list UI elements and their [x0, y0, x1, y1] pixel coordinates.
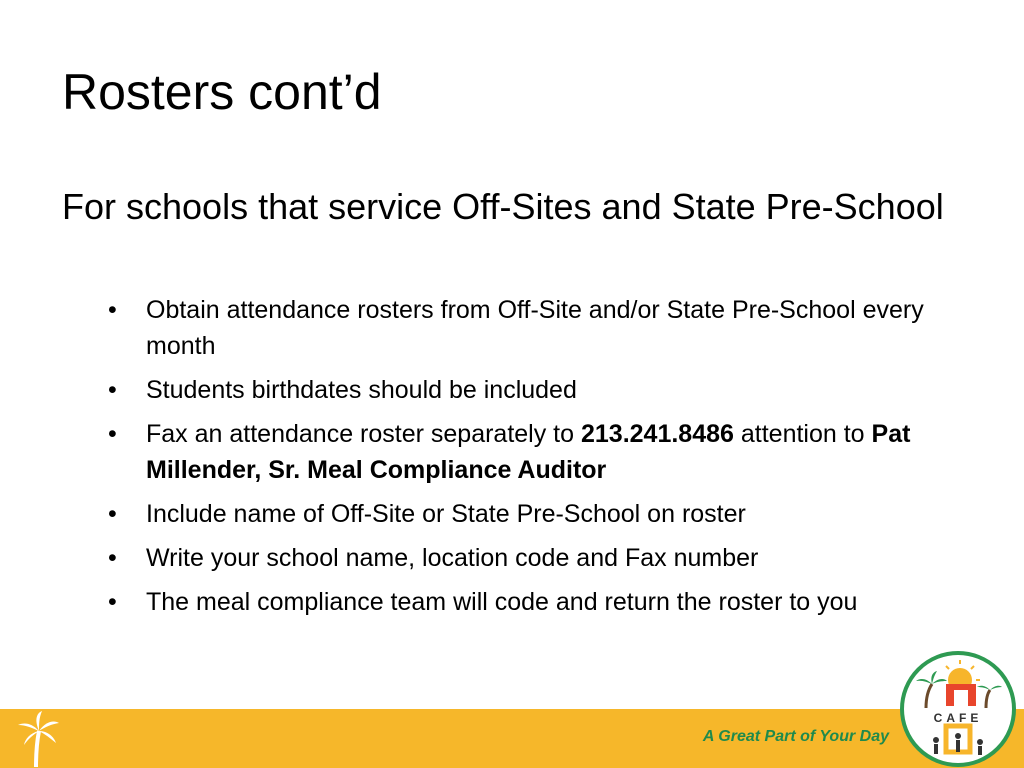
fax-prefix-text: Fax an attendance roster separately to	[146, 420, 581, 448]
palm-tree-icon	[14, 709, 60, 768]
attention-text: attention to	[733, 420, 872, 448]
slide-title: Rosters cont’d	[62, 64, 382, 120]
logo-text: CAFE	[933, 711, 983, 725]
bullet-item: • Write your school name, location code and Fax number	[108, 540, 968, 576]
footer-tagline: A Great Part of Your Day	[702, 728, 889, 745]
slide-subtitle: For schools that service Off-Sites and State Pre-School	[62, 186, 944, 227]
bullet-list	[108, 292, 968, 628]
bullet-item-fax	[108, 416, 968, 488]
bullet-item: • Students birthdates should be included	[108, 372, 968, 408]
footer-bar	[0, 709, 1024, 768]
contact-name: Pat Millender, Sr. Meal Compliance Auditor	[146, 420, 911, 484]
fax-number: 213.241.8486	[580, 420, 734, 448]
bullet-item: • Include name of Off-Site or State Pre-School on roster	[108, 496, 968, 532]
bullet-item: • Obtain attendance rosters from Off-Site and/or State Pre-School every month	[108, 292, 968, 364]
bullet-item: • The meal compliance team will code and return the roster to you	[108, 584, 968, 620]
cafe-logo	[898, 650, 1018, 768]
